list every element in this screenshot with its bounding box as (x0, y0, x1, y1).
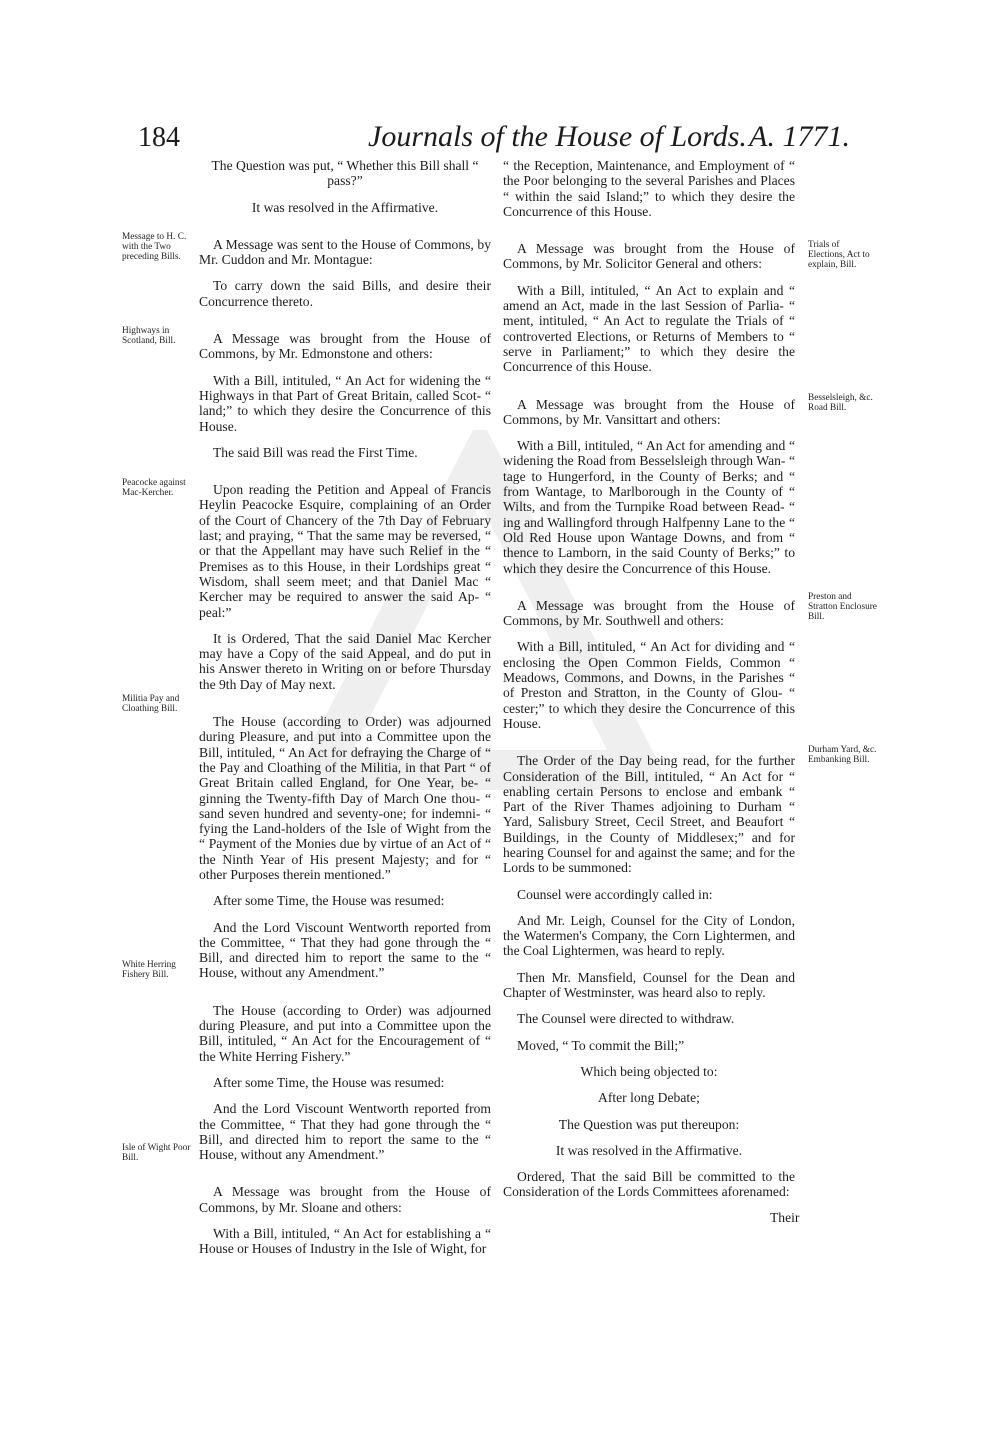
paragraph: It was resolved in the Affirmative. (555, 1142, 743, 1158)
paragraph: Counsel were accordingly called in: (517, 886, 713, 902)
paragraph: The House (according to Order) was adjourned during Pleasure, and put into a Committee upon the Bill, intituled, “ An Act for defraying the Charge of “ the Pay and Cloathing of the Militia, in that Part “ of Great Britain called England, for One Year, be- “ ginning the Twenty-fifth Day of March One thou- “ sand seven hundred and seventy-one; for indemni- “ fying the Land-holders of the Isle of Wight from the “ Payment of the Monies due by virtue of an Act of “ the Ninth Year of His present Majesty; and for “ other Purposes therein mentioned.” (199, 714, 491, 882)
paragraph: Then Mr. Mansfield, Counsel for the Dean and Chapter of Westminster, was heard also to reply. (503, 969, 795, 1001)
paragraph: It was resolved in the Affirmative. (251, 199, 439, 215)
paragraph: With a Bill, intituled, “ An Act for amending and “ widening the Road from Besselsleigh through Wan- “ tage to Hungerford, in the County of Berks; and “ from Wantage, to Marlborough in the County of “ Wilts, and from the Turnpike Road between Read- “ ing and Wallingford through Halfpenny Lane to the “ Old Red House upon Wantage Downs, and from “ thence to Lamborn, in the said County of Berks;” to which they desire the Concurrence of this House. (503, 438, 795, 576)
journal-year: A. 1771. (749, 120, 850, 153)
paragraph: To carry down the said Bills, and desire their Concurrence thereto. (199, 278, 491, 309)
paragraph: A Message was brought from the House of Commons, by Mr. Solicitor General and others: (503, 241, 795, 272)
paragraph: After some Time, the House was resumed: (213, 893, 445, 909)
right-column (503, 158, 795, 1211)
paragraph: It is Ordered, That the said Daniel Mac Kercher may have a Copy of the said Appeal, and do put in his Answer thereto in Writing on or before Thursday the 9th Day of May next. (199, 630, 491, 692)
paragraph: With a Bill, intituled, “ An Act for dividing and “ enclosing the Open Common Fields, Common “ Meadows, Commons, and Downs, in the Parishes “ of Preston and Stratton, in the County of Glou- “ cester;” to which they desire the Concurrence of this House. (503, 639, 795, 731)
paragraph: With a Bill, intituled, “ An Act to explain and “ amend an Act, made in the last Session of Parlia- “ ment, intituled, “ An Act to regulate the Trials of “ controverted Elections, or Returns of Members to “ serve in Parliament;” to which they desire the Concurrence of this House. (503, 282, 795, 375)
margin-note: Besselsleigh, &c. Road Bill. (808, 393, 873, 413)
margin-note: Trials of Elections, Act to explain, Bill. (808, 240, 870, 270)
paragraph: A Message was brought from the House of Commons, by Mr. Vansittart and others: (503, 396, 795, 427)
paragraph: After long Debate; (598, 1090, 700, 1106)
paragraph: The Question was put thereupon: (558, 1116, 740, 1132)
paragraph: The Question was put, “ Whether this Bill shall “ pass?” (211, 158, 479, 189)
paragraph: A Message was sent to the House of Commons, by Mr. Cuddon and Mr. Montague: (199, 236, 491, 268)
paragraph: The said Bill was read the First Time. (213, 444, 418, 460)
paragraph: And the Lord Viscount Wentworth reported from the Committee, “ That they had gone through the “ Bill, and directed him to report the same to the “ House, without any Amendment.” (199, 919, 491, 981)
paragraph: After some Time, the House was resumed: (213, 1074, 445, 1090)
paragraph: A Message was brought from the House of Commons, by Mr. Edmonstone and others: (199, 331, 491, 362)
paragraph: And Mr. Leigh, Counsel for the City of London, the Watermen's Company, the Corn Lightermen, and the Coal Lightermen, was heard to reply. (503, 912, 795, 959)
paragraph: A Message was brought from the House of Commons, by Mr. Sloane and others: (199, 1184, 491, 1215)
catchword: Their (770, 1210, 800, 1225)
paragraph: And the Lord Viscount Wentworth reported from the Committee, “ That they had gone through the “ Bill, and directed him to report the same to the “ House, without any Amendment.” (199, 1101, 491, 1163)
margin-note: Isle of Wight Poor Bill. (122, 1143, 191, 1163)
margin-note: Peacocke against Mac-Kercher. (122, 478, 186, 498)
paragraph: “ the Reception, Maintenance, and Employment of “ the Poor belonging to the several Parishes and Places “ within the said Island;” to which they desire the Concurrence of this House. (503, 158, 795, 219)
paragraph: A Message was brought from the House of Commons, by Mr. Southwell and others: (503, 597, 795, 629)
paragraph: The Order of the Day being read, for the further Consideration of the Bill, intituled, “ An Act for “ enabling certain Persons to enclose and embank “ Part of the River Thames adjoining to Durham “ Yard, Salisbury Street, Cecil Street, and Beaufort “ Buildings, in the County of Middlesex;” and for hearing Counsel for and against the same; and for the Lords to be summoned: (503, 753, 795, 876)
paragraph: Upon reading the Petition and Appeal of Francis Heylin Peacocke Esquire, complaining of an Order of the Court of Chancery of the 7th Day of February last; and praying, “ That the same may be reversed, “ or that the Appellant may have such Relief in the “ Premises as to this House, in their Lordships great “ Wisdom, shall seem meet; and that Daniel Mac “ Kercher may be required to answer the said Ap- “ peal:” (199, 482, 491, 620)
page-header (138, 118, 850, 162)
margin-note: Militia Pay and Cloathing Bill. (122, 694, 180, 714)
paragraph: Which being objected to: (580, 1063, 718, 1079)
paragraph: With a Bill, intituled, “ An Act for widening the “ Highways in that Part of Great Britain, called Scot- “ land;” to which they desire the Concurrence of this House. (199, 372, 491, 434)
paragraph: The Counsel were directed to withdraw. (517, 1011, 735, 1027)
journal-title: Journals of the House of Lords. (368, 120, 747, 153)
margin-note: Highways in Scotland, Bill. (122, 326, 176, 346)
margin-note: Message to H. C. with the Two preceding Bills. (122, 232, 187, 262)
margin-note: White Herring Fishery Bill. (122, 960, 176, 980)
margin-note: Durham Yard, &c. Embanking Bill. (808, 745, 877, 765)
page-number: 184 (138, 122, 180, 153)
paragraph: Ordered, That the said Bill be committed to the Consideration of the Lords Committees aforenamed: (503, 1169, 795, 1200)
paragraph: The House (according to Order) was adjourned during Pleasure, and put into a Committee upon the Bill, intituled, “ An Act for the Encouragement of “ the White Herring Fishery.” (199, 1002, 491, 1064)
left-column (199, 158, 491, 1268)
paragraph: With a Bill, intituled, “ An Act for establishing a “ House or Houses of Industry in the Isle of Wight, for (199, 1226, 491, 1257)
margin-note: Preston and Stratton Enclosure Bill. (808, 592, 877, 622)
paragraph: Moved, “ To commit the Bill;” (517, 1037, 685, 1053)
